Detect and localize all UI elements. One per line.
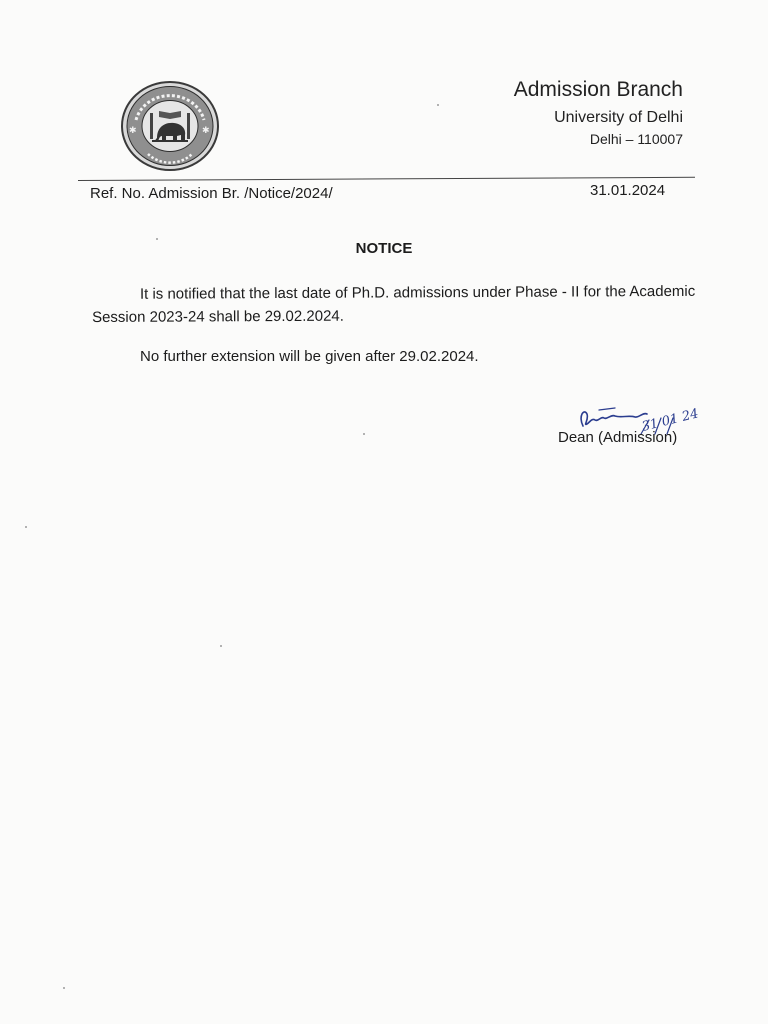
scan-speck — [363, 433, 365, 435]
signatory-role: Dean (Admission) — [558, 429, 678, 446]
scan-speck — [63, 987, 65, 989]
scan-speck — [25, 526, 27, 528]
university-seal-logo — [120, 80, 220, 172]
header-divider — [78, 177, 695, 181]
svg-text:✱: ✱ — [129, 126, 137, 136]
svg-text:✱: ✱ — [202, 126, 210, 136]
office-name: Admission Branch — [513, 78, 683, 101]
scan-speck — [437, 104, 439, 106]
notice-date: 31.01.2024 — [590, 182, 666, 199]
notice-paragraph-1: It is notified that the last date of Ph.D. admissions under Phase - II for the Academic Session 2023-24 shall be 29.02.2024. — [92, 282, 696, 326]
university-name: University of Delhi — [554, 109, 683, 126]
notice-title: NOTICE — [355, 240, 413, 257]
notice-paragraph-2: No further extension will be given after 29.02.2024. — [140, 348, 479, 365]
scan-speck — [220, 645, 222, 647]
scan-speck — [156, 238, 158, 240]
office-address: Delhi – 110007 — [589, 131, 683, 147]
reference-number: Ref. No. Admission Br. /Notice/2024/ — [90, 185, 333, 202]
svg-text:31 01 24: 31 01 24 — [640, 406, 700, 435]
